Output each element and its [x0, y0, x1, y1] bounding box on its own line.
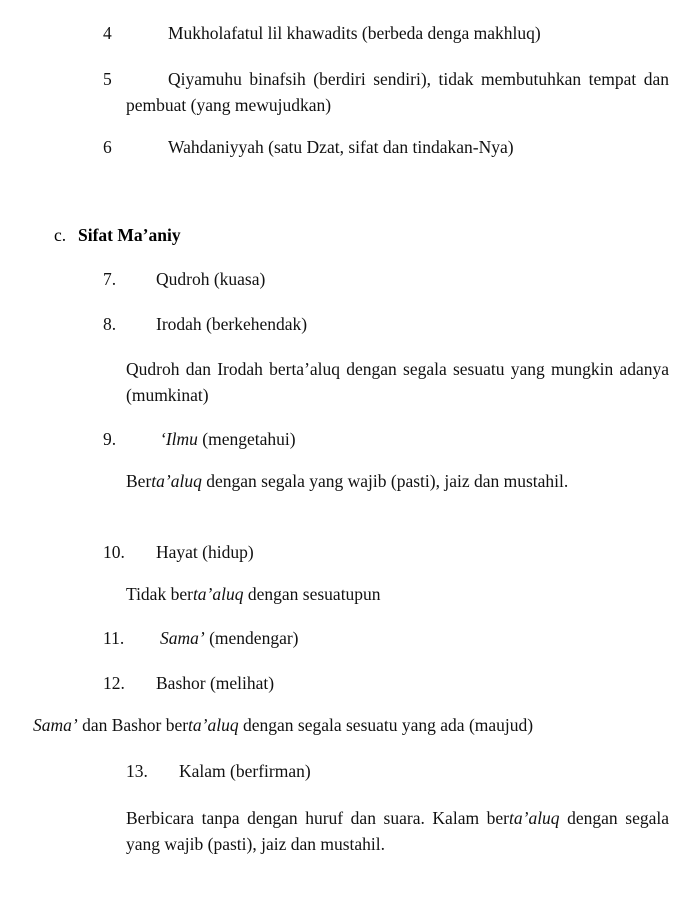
- paragraph-hayat-post: dengan sesuatupun: [243, 584, 381, 604]
- italic-term: ta’aluq: [509, 808, 560, 828]
- list-item-text: Qiyamuhu binafsih (berdiri sendiri), tidak membutuhkan tempat dan pembuat (yang mewujudkan): [126, 69, 669, 115]
- list-item-text-rest: (mengetahui): [197, 429, 296, 449]
- list-item-number: 7.: [103, 269, 117, 289]
- paragraph-ilmu: [126, 468, 669, 494]
- italic-term: ta’aluq: [192, 584, 244, 604]
- paragraph-ilmu-post: dengan segala yang wajib (pasti), jaiz dan mustahil.: [201, 471, 569, 491]
- list-item-text: Wahdaniyyah (satu Dzat, sifat dan tindakan-Nya): [168, 137, 514, 157]
- paragraph-hayat-pre: Tidak ber: [126, 584, 193, 604]
- italic-term: ta’aluq: [151, 471, 202, 491]
- paragraph-hayat: [126, 581, 669, 607]
- paragraph-qudroh: Qudroh dan Irodah berta’aluq dengan segala sesuatu yang mungkin adanya (mumkinat): [126, 359, 669, 405]
- list-item-number: 11.: [103, 628, 125, 648]
- list-item-number: 4: [103, 23, 112, 43]
- section-title: Sifat Ma’aniy: [78, 225, 181, 245]
- list-item-text: Qudroh (kuasa): [156, 269, 266, 289]
- list-item-number: 8.: [103, 314, 117, 334]
- list-item-text: [160, 426, 670, 452]
- list-item-number: 12.: [103, 673, 125, 693]
- list-item-text: Hayat (hidup): [156, 542, 254, 562]
- list-item-number: 13.: [126, 761, 148, 781]
- list-item-number: 10.: [103, 542, 125, 562]
- paragraph-kalam-post: dengan segala yang wajib (pasti), jaiz dan mustahil.: [126, 808, 669, 854]
- list-item-text: Mukholafatul lil khawadits (berbeda denga makhluq): [168, 23, 541, 43]
- list-item-text: Bashor (melihat): [156, 673, 275, 693]
- italic-term: Sama’: [33, 715, 78, 735]
- list-item-text: Kalam (berfirman): [179, 761, 311, 781]
- paragraph-sama: [33, 712, 673, 738]
- list-item-number: 9.: [103, 429, 117, 449]
- italic-term: ta’aluq: [188, 715, 239, 735]
- paragraph-sama-mid: dan Bashor ber: [77, 715, 189, 735]
- list-item-text: [160, 625, 670, 651]
- paragraph-ilmu-pre: Ber: [126, 471, 152, 491]
- italic-term: Sama’: [160, 628, 205, 648]
- list-item-number: 6: [103, 137, 112, 157]
- list-item-number: 5: [103, 69, 112, 89]
- section-marker: c.: [54, 225, 67, 245]
- paragraph-kalam-pre: Berbicara tanpa dengan huruf dan suara. Kalam ber: [126, 808, 509, 828]
- list-item-text-rest: (mendengar): [204, 628, 299, 648]
- paragraph-kalam: [126, 805, 669, 857]
- list-item-text: Irodah (berkehendak): [156, 314, 308, 334]
- italic-term: ‘Ilmu: [160, 429, 198, 449]
- paragraph-sama-post: dengan segala sesuatu yang ada (maujud): [238, 715, 534, 735]
